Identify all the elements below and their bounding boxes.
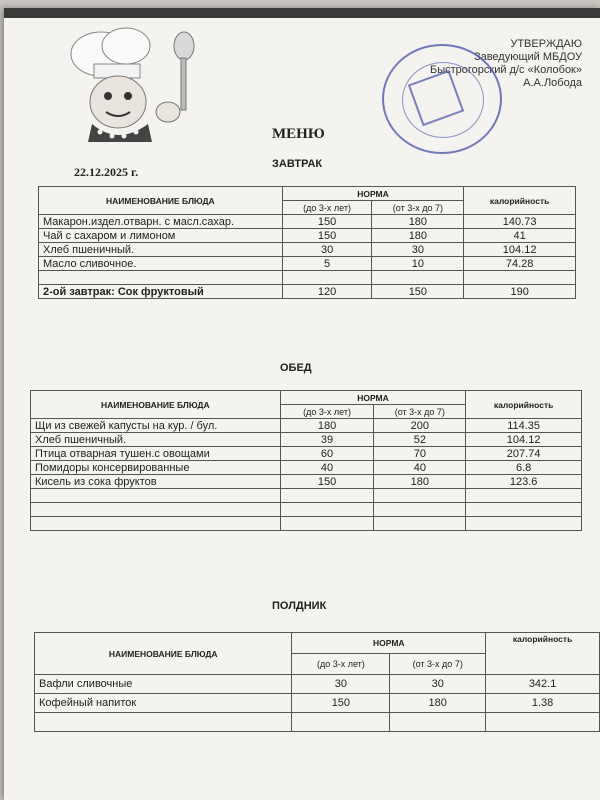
col-norm-header: НОРМА — [282, 187, 464, 201]
calories-cell: 74.28 — [464, 257, 576, 271]
dish-name-cell: Вафли сливочные — [35, 675, 292, 694]
dish-name-cell: Помидоры консервированные — [31, 461, 281, 475]
norm-old-cell: 40 — [374, 461, 466, 475]
dish-name-cell — [39, 271, 283, 285]
calories-cell — [486, 713, 600, 732]
approve-line-2: Заведующий МБДОУ — [473, 51, 582, 63]
table-row — [31, 433, 582, 447]
calories-cell: 104.12 — [466, 433, 582, 447]
calories-cell: 190 — [464, 285, 576, 299]
table-row — [39, 243, 576, 257]
calories-cell — [466, 517, 582, 531]
calories-cell — [464, 271, 576, 285]
norm-old-cell — [390, 713, 486, 732]
dish-name-cell — [31, 517, 281, 531]
calories-cell: 104.12 — [464, 243, 576, 257]
dish-name-cell: Щи из свежей капусты на кур. / бул. — [31, 419, 281, 433]
col-norm-header: НОРМА — [280, 391, 466, 405]
norm-young-cell: 180 — [280, 419, 374, 433]
col-old-header: (от 3-х до 7) — [374, 405, 466, 419]
norm-old-cell: 10 — [372, 257, 464, 271]
table-row — [31, 475, 582, 489]
top-strip — [4, 8, 600, 18]
norm-old-cell: 150 — [372, 285, 464, 299]
calories-cell: 1.38 — [486, 694, 600, 713]
page-title: МЕНЮ — [272, 126, 325, 142]
norm-young-cell: 60 — [280, 447, 374, 461]
norm-old-cell — [374, 489, 466, 503]
calories-cell: 6.8 — [466, 461, 582, 475]
breakfast-table — [38, 186, 576, 299]
norm-old-cell: 180 — [372, 229, 464, 243]
col-old-header: (от 3-х до 7) — [372, 201, 464, 215]
norm-old-cell: 180 — [374, 475, 466, 489]
norm-old-cell: 200 — [374, 419, 466, 433]
norm-young-cell — [280, 489, 374, 503]
norm-old-cell: 30 — [390, 675, 486, 694]
norm-young-cell: 150 — [282, 229, 372, 243]
norm-young-cell: 30 — [282, 243, 372, 257]
norm-young-cell — [280, 517, 374, 531]
calories-cell — [466, 503, 582, 517]
col-young-header: (до 3-х лет) — [292, 654, 390, 675]
table-row — [35, 713, 600, 732]
official-stamp — [382, 44, 502, 154]
dish-name-cell: Хлеб пшеничный. — [31, 433, 281, 447]
norm-old-cell: 180 — [372, 215, 464, 229]
norm-young-cell: 39 — [280, 433, 374, 447]
col-calories-header: калорийность — [486, 633, 600, 675]
dish-name-cell: Чай с сахаром и лимоном — [39, 229, 283, 243]
table-row — [39, 215, 576, 229]
dish-name-cell: 2-ой завтрак: Сок фруктовый — [39, 285, 283, 299]
norm-young-cell — [282, 271, 372, 285]
breakfast-rows — [39, 215, 576, 299]
col-norm-header: НОРМА — [292, 633, 486, 654]
dish-name-cell: Птица отварная тушен.с овощами — [31, 447, 281, 461]
calories-cell: 342.1 — [486, 675, 600, 694]
calories-cell: 207.74 — [466, 447, 582, 461]
norm-old-cell: 70 — [374, 447, 466, 461]
col-calories-header: калорийность — [466, 391, 582, 419]
norm-old-cell: 180 — [390, 694, 486, 713]
dish-name-cell: Кисель из сока фруктов — [31, 475, 281, 489]
table-row — [35, 675, 600, 694]
breakfast-title: ЗАВТРАК — [272, 158, 323, 170]
dish-name-cell: Кофейный напиток — [35, 694, 292, 713]
norm-young-cell: 120 — [282, 285, 372, 299]
norm-old-cell — [374, 517, 466, 531]
calories-cell: 140.73 — [464, 215, 576, 229]
dish-name-cell: Хлеб пшеничный. — [39, 243, 283, 257]
lunch-rows — [31, 419, 582, 531]
norm-old-cell: 30 — [372, 243, 464, 257]
table-row — [31, 489, 582, 503]
norm-young-cell: 150 — [282, 215, 372, 229]
col-name-header: НАИМЕНОВАНИЕ БЛЮДА — [39, 187, 283, 215]
table-row — [31, 461, 582, 475]
approve-line-4: А.А.Лобода — [523, 77, 582, 89]
dish-name-cell: Масло сливочное. — [39, 257, 283, 271]
table-row — [39, 257, 576, 271]
menu-sheet — [4, 8, 600, 800]
norm-young-cell: 5 — [282, 257, 372, 271]
norm-young-cell: 40 — [280, 461, 374, 475]
norm-old-cell: 52 — [374, 433, 466, 447]
snack-title: ПОЛДНИК — [272, 600, 327, 612]
dish-name-cell — [31, 503, 281, 517]
norm-young-cell — [292, 713, 390, 732]
norm-old-cell — [372, 271, 464, 285]
snack-rows — [35, 675, 600, 732]
norm-young-cell: 150 — [292, 694, 390, 713]
approve-line-3: Быстрогорский д/с «Колобок» — [429, 64, 582, 76]
calories-cell — [466, 489, 582, 503]
table-row — [39, 229, 576, 243]
table-row — [35, 694, 600, 713]
norm-old-cell — [374, 503, 466, 517]
lunch-table — [30, 390, 582, 531]
table-row — [39, 285, 576, 299]
col-name-header: НАИМЕНОВАНИЕ БЛЮДА — [31, 391, 281, 419]
table-row — [31, 447, 582, 461]
col-name-header: НАИМЕНОВАНИЕ БЛЮДА — [35, 633, 292, 675]
approve-line-1: УТВЕРЖДАЮ — [510, 38, 582, 50]
col-young-header: (до 3-х лет) — [280, 405, 374, 419]
chef-illustration — [56, 24, 206, 154]
dish-name-cell: Макарон.издел.отварн. с масл.сахар. — [39, 215, 283, 229]
lunch-title: ОБЕД — [280, 362, 312, 374]
table-row — [31, 419, 582, 433]
col-calories-header: калорийность — [464, 187, 576, 215]
table-row — [39, 271, 576, 285]
snack-table — [34, 632, 600, 732]
col-old-header: (от 3-х до 7) — [390, 654, 486, 675]
calories-cell: 41 — [464, 229, 576, 243]
col-young-header: (до 3-х лет) — [282, 201, 372, 215]
calories-cell: 123.6 — [466, 475, 582, 489]
norm-young-cell: 150 — [280, 475, 374, 489]
norm-young-cell: 30 — [292, 675, 390, 694]
dish-name-cell — [31, 489, 281, 503]
table-row — [31, 503, 582, 517]
calories-cell: 114.35 — [466, 419, 582, 433]
norm-young-cell — [280, 503, 374, 517]
table-row — [31, 517, 582, 531]
menu-date: 22.12.2025 г. — [74, 165, 139, 179]
dish-name-cell — [35, 713, 292, 732]
